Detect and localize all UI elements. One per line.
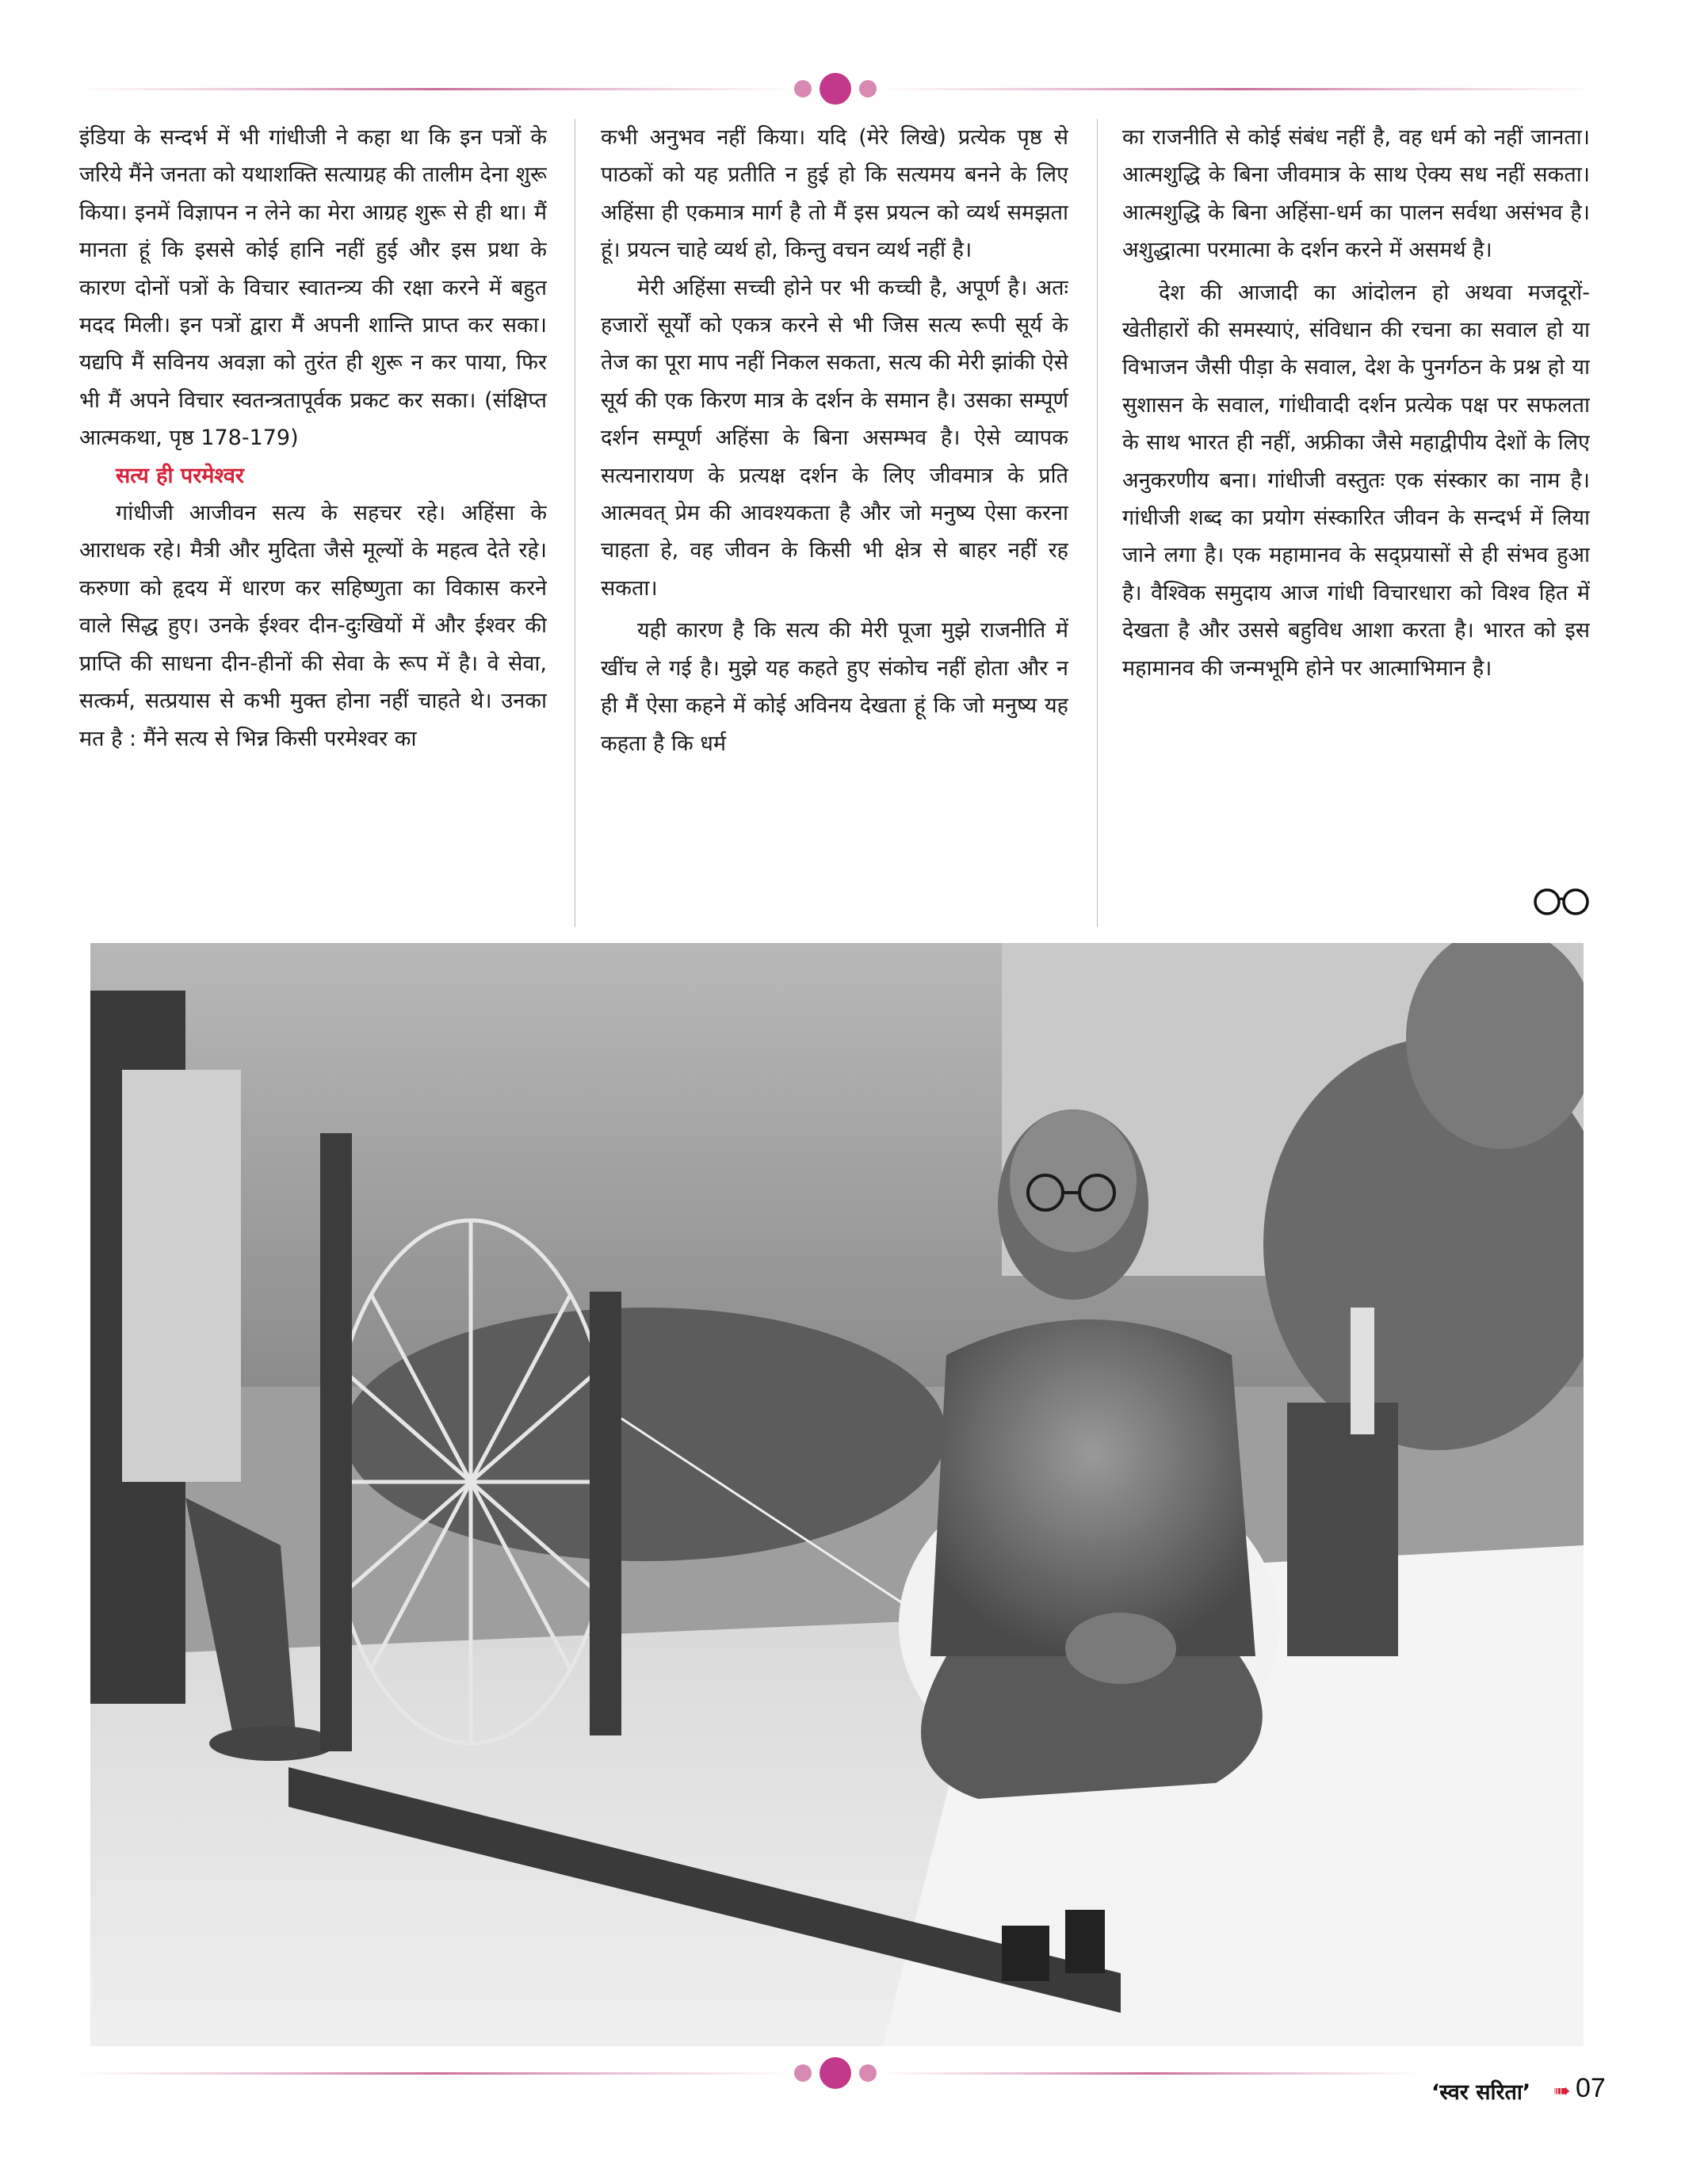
section-heading: सत्य ही परमेश्वर [116,463,244,488]
ornament-dot-right [859,80,877,97]
paragraph: का राजनीति से कोई संबंध नहीं है, वह धर्म को नहीं जानता। आत्मशुद्धि के बिना जीवमात्र के साथ ऐक्य सध नहीं सकता। आत्मशुद्धि के बिना अहिंसा-धर्म का पालन सर्वथा असंभव है। अशुद्धात्मा परमात्मा के दर्शन करने में असमर्थ है। [1122,125,1590,263]
article-body [79,119,1590,927]
magazine-title: ‘स्वर सरिता’ [1431,2080,1531,2105]
gandhi-spinning-charkha-photo [90,943,1584,2046]
ornament-dot-left [794,80,812,97]
paragraph: यही कारण है कि सत्य की मेरी पूजा मुझे राजनीति में खींच ले गई है। मुझे यह कहते हुए संकोच नहीं होता और न ही मैं ऐसा कहने में कोई अविनय देखता हूं कि जो मनुष्य यह कहता है कि धर्म [601,618,1068,756]
ornament-line-left [79,88,793,90]
ornament-dot-center [820,2057,851,2089]
ornament-line-right [880,88,1593,90]
paragraph: मेरी अहिंसा सच्ची होने पर भी कच्ची है, अपूर्ण है। अतः हजारों सूर्यों को एकत्र करने से भी जिस सत्य रूपी सूर्य के तेज का पूरा माप नहीं निकल सकता, सत्य की मेरी झांकी ऐसे सूर्य की एक किरण मात्र के दर्शन के समान है। उसका सम्पूर्ण दर्शन सम्पूर्ण अहिंसा के बिना असम्भव है। ऐसे व्यापक सत्यनारायण के प्रत्यक्ष दर्शन के लिए जीवमात्र के प्रति आत्मवत् प्रेम की आवश्यकता है और जो मनुष्य ऐसा करना चाहता हे, वह जीवन के किसी भी क्षेत्र से बाहर नहीं रह सकता। [601,275,1068,601]
paragraph: देश की आजादी का आंदोलन हो अथवा मजदूरों-खेतीहारों की समस्याएं, संविधान की रचना का सवाल हो या विभाजन जैसी पीड़ा के सवाल, देश के पुनर्गठन के प्रश्न हो या सुशासन के सवाल, गांधीवादी दर्शन प्रत्येक पक्ष पर सफलता के साथ भारत ही नहीं, अफ्रीका जैसे महाद्वीपीय देशों के लिए अनुकरणीय बना। गांधीजी वस्तुतः एक संस्कार का नाम है। गांधीजी शब्द का प्रयोग संस्कारित जीवन के सन्दर्भ में लिया जाने लगा है। एक महामानव के सद्प्रयासों से ही संभव हुआ है। वैश्विक समुदाय आज गांधी विचारधारा को विश्व हित में देखता है और उससे बहुविध आशा करता है। भारत को इस महामानव की जन्मभूमि होने पर आत्माभिमान है। [1122,280,1590,681]
paragraph: कभी अनुभव नहीं किया। यदि (मेरे लिखे) प्रत्येक पृष्ठ से पाठकों को यह प्रतीति न हुई हो कि सत्यमय बनने के लिए अहिंसा ही एकमात्र मार्ग है तो मैं इस प्रयत्न को व्यर्थ समझता हूं। प्रयत्न चाहे व्यर्थ हो, किन्तु वचन व्यर्थ नहीं है। [601,125,1068,263]
top-ornament-rule [0,73,1685,105]
page-number: 07 [1576,2073,1606,2103]
ornament-line-left [79,2072,793,2075]
ornament-dot-right [859,2064,877,2082]
text-column-3 [1122,119,1590,911]
ornament-dot-center [820,73,851,105]
ornament-line-right [880,2072,1419,2075]
arrow-right-icon: ➠ [1553,2079,1571,2103]
text-column-1 [79,119,547,911]
text-column-2 [601,119,1068,911]
paragraph: गांधीजी आजीवन सत्य के सहचर रहे। अहिंसा के आराधक रहे। मैत्री और मुदिता जैसे मूल्यों के महत्व देते रहे। करुणा को हृदय में धारण कर सहिष्णुता का विकास करने वाले सिद्ध हुए। उनके ईश्वर दीन-दुःखियों में और ईश्वर की प्राप्ति की साधना दीन-हीनों की सेवा के रूप में है। वे सेवा, सत्कर्म, सत्प्रयास से कभी मुक्त होना नहीं चाहते थे। उनका मत है : मैंने सत्य से भिन्न किसी परमेश्वर का [79,501,547,751]
ornament-dot-left [794,2064,812,2082]
paragraph: इंडिया के सन्दर्भ में भी गांधीजी ने कहा था कि इन पत्रों के जरिये मैंने जनता को यथाशक्ति सत्याग्रह की तालीम देना शुरू किया। इनमें विज्ञापन न लेने का मेरा आग्रह शुरू से ही था। मैं मानता हूं कि इससे कोई हानि नहीं हुई और इस प्रथा के कारण दोनों पत्रों के विचार स्वातन्त्र्य की रक्षा करने में बहुत मदद मिली। इन पत्रों द्वारा मैं अपनी शान्ति प्राप्त कर सका। यद्यपि मैं सविनय अवज्ञा को तुरंत ही शुरू न कर पाया, फिर भी मैं अपने विचार स्वतन्त्रतापूर्वक प्रकट कर सका। (संक्षिप्त आत्मकथा, पृष्ठ 178-179) [79,125,547,451]
spectacles-icon [1530,886,1593,918]
